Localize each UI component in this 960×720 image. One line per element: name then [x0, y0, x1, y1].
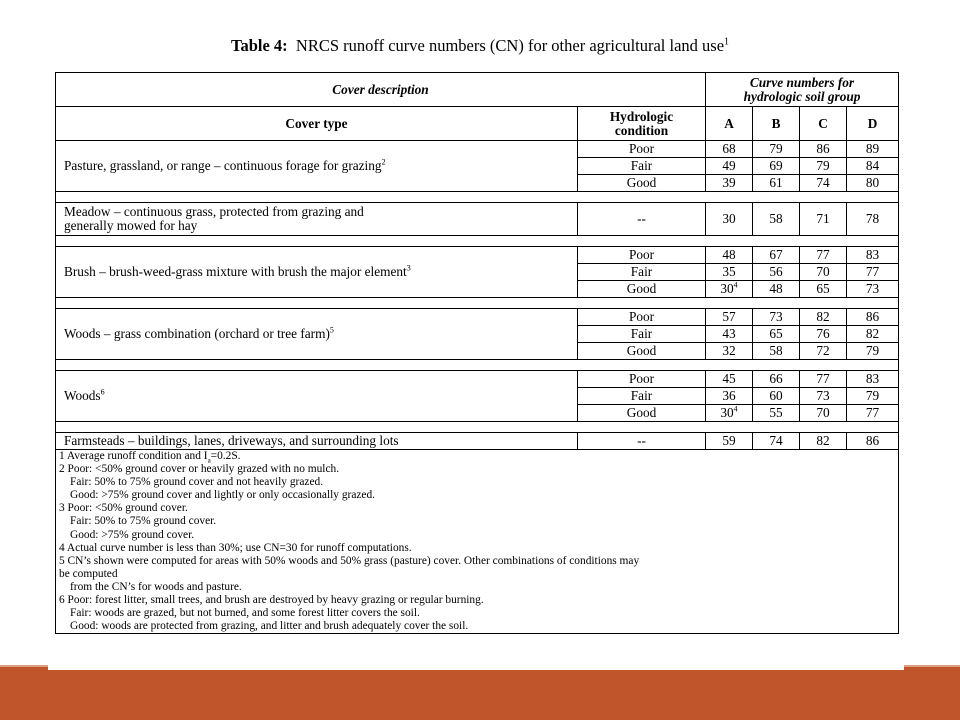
curve-number-table — [55, 72, 899, 634]
cn-cell: 59 — [706, 433, 753, 450]
footnote-5: 5 CN’s shown were computed for areas with 50% woods and 50% grass (pasture) cover. Other combinations of conditions may — [59, 554, 640, 567]
cn-cell: 39 — [706, 175, 753, 192]
footnote-6-fair: Fair: woods are grazed, but not burned, and some forest litter covers the soil. — [70, 607, 420, 620]
condition-cell: -- — [578, 433, 706, 450]
cn-cell: 84 — [847, 158, 899, 175]
footnote-2-fair: Fair: 50% to 75% ground cover and not heavily grazed. — [70, 476, 324, 489]
cn-value: 30 — [720, 281, 734, 296]
cn-cell: 76 — [800, 326, 847, 343]
meadow-label-line2: generally mowed for hay — [64, 218, 198, 233]
footnote-5-cont2: from the CN’s for woods and pasture. — [70, 580, 242, 593]
footnote-1-tail: =0.2S. — [210, 450, 241, 462]
curve-numbers-header — [706, 73, 899, 107]
cn-cell: 79 — [847, 388, 899, 405]
cn-cell: 78 — [847, 203, 899, 236]
spacer-row — [56, 360, 899, 371]
cn-cell: 77 — [847, 264, 899, 281]
meadow-cover-type — [56, 203, 578, 236]
slide-footer-band — [0, 667, 960, 720]
woods-cover-type — [56, 371, 578, 422]
cover-type-header: Cover type — [56, 107, 578, 141]
condition-cell: Poor — [578, 247, 706, 264]
cn-cell: 77 — [847, 405, 899, 422]
cn-cell: 55 — [753, 405, 800, 422]
spacer-row — [56, 422, 899, 433]
cn-cell: 83 — [847, 371, 899, 388]
cn-cell: 79 — [753, 141, 800, 158]
brush-label: Brush – brush-weed-grass mixture with brush the major element — [64, 264, 407, 279]
cn-cell — [706, 281, 753, 298]
pasture-label: Pasture, grassland, or range – continuous forage for grazing — [64, 158, 382, 173]
cn-cell: 35 — [706, 264, 753, 281]
woods-label: Woods — [64, 388, 101, 403]
cn-cell: 79 — [800, 158, 847, 175]
cover-description-header: Cover description — [56, 73, 706, 107]
cn-cell: 30 — [706, 203, 753, 236]
cn-cell: 65 — [753, 326, 800, 343]
footnote-3-fair: Fair: 50% to 75% ground cover. — [70, 515, 217, 528]
curve-numbers-header-line2: hydrologic soil group — [743, 88, 861, 104]
cn-cell: 48 — [753, 281, 800, 298]
cn-cell: 86 — [847, 309, 899, 326]
cn-cell: 48 — [706, 247, 753, 264]
cn-cell: 45 — [706, 371, 753, 388]
cn-cell: 82 — [800, 309, 847, 326]
condition-cell: Poor — [578, 309, 706, 326]
footnotes — [56, 450, 899, 634]
footnotes-row — [56, 450, 899, 634]
cn-cell: 86 — [800, 141, 847, 158]
group-b-header: B — [753, 107, 800, 141]
table-row — [56, 309, 899, 326]
table-row — [56, 203, 899, 236]
condition-cell: Good — [578, 405, 706, 422]
header-row-1 — [56, 73, 899, 107]
cn-cell: 79 — [847, 343, 899, 360]
cn-value: 30 — [720, 405, 734, 420]
header-row-2 — [56, 107, 899, 141]
table-title-label: Table 4: — [230, 36, 288, 55]
cn-cell: 80 — [847, 175, 899, 192]
cn-cell: 65 — [800, 281, 847, 298]
condition-cell: Fair — [578, 326, 706, 343]
cn-cell: 74 — [800, 175, 847, 192]
cn-cell: 58 — [753, 203, 800, 236]
cn-cell: 86 — [847, 433, 899, 450]
hydrologic-condition-header — [578, 107, 706, 141]
cn-cell — [706, 405, 753, 422]
cn-cell: 60 — [753, 388, 800, 405]
cn-footnote-mark: 4 — [733, 280, 738, 290]
table-row — [56, 433, 899, 450]
woods-grass-footnote-mark: 5 — [329, 325, 334, 335]
brush-footnote-mark: 3 — [406, 263, 411, 273]
cn-cell: 73 — [753, 309, 800, 326]
table-title — [0, 36, 960, 56]
hydrologic-header-line1: Hydrologic — [609, 108, 674, 124]
condition-cell: Good — [578, 281, 706, 298]
cn-cell: 71 — [800, 203, 847, 236]
condition-cell: Fair — [578, 158, 706, 175]
curve-numbers-header-line1: Curve numbers for — [749, 74, 855, 90]
pasture-footnote-mark: 2 — [381, 157, 386, 167]
cn-cell: 43 — [706, 326, 753, 343]
meadow-label-line1: Meadow – continuous grass, protected from grazing and — [64, 204, 364, 219]
cn-footnote-mark: 4 — [733, 404, 738, 414]
group-a-header: A — [706, 107, 753, 141]
footnote-2-poor: 2 Poor: <50% ground cover or heavily grazed with no mulch. — [59, 463, 340, 476]
cn-cell: 68 — [706, 141, 753, 158]
cn-cell: 58 — [753, 343, 800, 360]
cn-cell: 67 — [753, 247, 800, 264]
footnote-2-good: Good: >75% ground cover and lightly or only occasionally grazed. — [70, 489, 376, 502]
cn-cell: 49 — [706, 158, 753, 175]
footnote-6-poor: 6 Poor: forest litter, small trees, and brush are destroyed by heavy grazing or regular burning. — [59, 594, 484, 607]
table-title-footnote-mark: 1 — [724, 36, 730, 48]
curve-number-table-container — [55, 72, 898, 634]
cn-cell: 74 — [753, 433, 800, 450]
condition-cell: Fair — [578, 388, 706, 405]
cn-cell: 56 — [753, 264, 800, 281]
woods-grass-cover-type — [56, 309, 578, 360]
condition-cell: Fair — [578, 264, 706, 281]
cn-cell: 89 — [847, 141, 899, 158]
cn-cell: 72 — [800, 343, 847, 360]
table-row — [56, 141, 899, 158]
condition-cell: Good — [578, 175, 706, 192]
table-row — [56, 247, 899, 264]
cn-cell: 61 — [753, 175, 800, 192]
cn-cell: 66 — [753, 371, 800, 388]
condition-cell: Poor — [578, 371, 706, 388]
spacer-row — [56, 298, 899, 309]
cn-cell: 36 — [706, 388, 753, 405]
group-d-header: D — [847, 107, 899, 141]
spacer-row — [56, 192, 899, 203]
cn-cell: 82 — [847, 326, 899, 343]
cn-cell: 69 — [753, 158, 800, 175]
woods-grass-label: Woods – grass combination (orchard or tree farm) — [64, 326, 330, 341]
footnote-3-poor: 3 Poor: <50% ground cover. — [59, 502, 188, 515]
condition-cell: -- — [578, 203, 706, 236]
woods-footnote-mark: 6 — [100, 387, 105, 397]
cn-cell: 57 — [706, 309, 753, 326]
group-c-header: C — [800, 107, 847, 141]
table-bottom-mask — [48, 664, 904, 670]
footnote-3-good: Good: >75% ground cover. — [70, 528, 195, 541]
table-row — [56, 371, 899, 388]
footnote-5-cont: be computed — [59, 567, 118, 580]
table-title-text: NRCS runoff curve numbers (CN) for other agricultural land use — [295, 36, 725, 55]
cn-cell: 70 — [800, 405, 847, 422]
footnote-6-good: Good: woods are protected from grazing, and litter and brush adequately cover the soil. — [70, 620, 469, 633]
cn-cell: 73 — [847, 281, 899, 298]
cn-cell: 77 — [800, 247, 847, 264]
footnote-4: 4 Actual curve number is less than 30%; use CN=30 for runoff computations. — [59, 541, 412, 554]
condition-cell: Poor — [578, 141, 706, 158]
cn-cell: 73 — [800, 388, 847, 405]
hydrologic-header-line2: condition — [614, 122, 669, 138]
cn-cell: 83 — [847, 247, 899, 264]
footnote-1 — [59, 450, 895, 463]
brush-cover-type — [56, 247, 578, 298]
footnote-1-text: 1 Average runoff condition and I — [59, 450, 208, 462]
footnote-1-subscript: a — [207, 456, 211, 465]
cn-cell: 77 — [800, 371, 847, 388]
spacer-row — [56, 236, 899, 247]
pasture-cover-type — [56, 141, 578, 192]
cn-cell: 70 — [800, 264, 847, 281]
cn-cell: 32 — [706, 343, 753, 360]
condition-cell: Good — [578, 343, 706, 360]
cn-cell: 82 — [800, 433, 847, 450]
farmsteads-cover-type: Farmsteads – buildings, lanes, driveways, and surrounding lots — [56, 433, 578, 450]
